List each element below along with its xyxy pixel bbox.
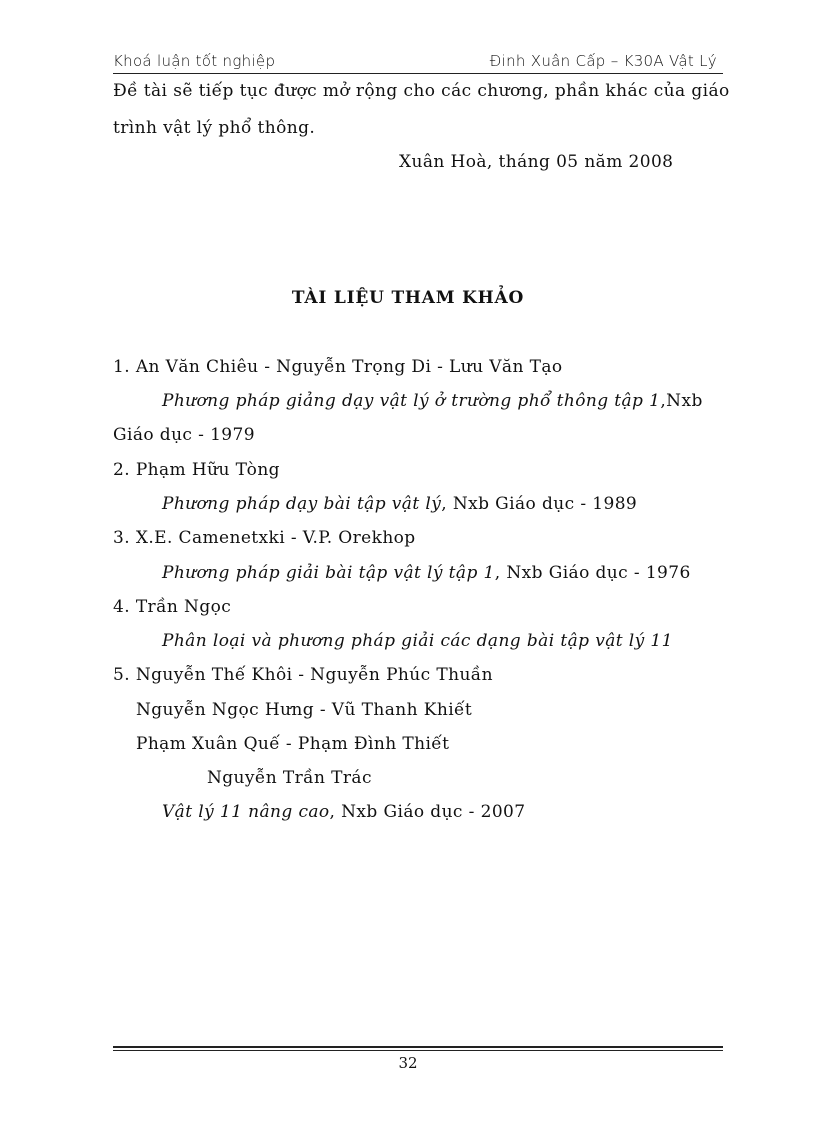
intro-paragraph-line-2: trình vật lý phổ thông. [113,118,316,138]
reference-1-publisher-part: ,Nxb [660,391,703,411]
reference-2-work-line [162,494,637,514]
reference-4-authors: 4. Trần Ngọc [113,597,232,617]
place-date: Xuân Hoà, tháng 05 năm 2008 [399,152,674,172]
reference-3-work-line [162,563,691,583]
reference-5-authors-line-4: Nguyễn Trần Trác [207,768,372,788]
reference-2-title: Phương pháp dạy bài tập vật lý [162,494,442,514]
header-rule [113,73,723,74]
reference-5-authors: 5. Nguyễn Thế Khôi - Nguyễn Phúc Thuần [113,665,493,685]
page-header [113,52,723,74]
footer-rule-thin [113,1050,723,1051]
reference-5-authors-line-2: Nguyễn Ngọc Hưng - Vũ Thanh Khiết [136,700,473,720]
reference-1-work-line [162,391,723,411]
reference-3-title: Phương pháp giải bài tập vật lý tập 1 [162,563,495,583]
reference-5-authors-line-3: Phạm Xuân Quế - Phạm Đình Thiết [136,734,450,754]
reference-5-work-line [162,802,525,822]
header-left-text: Khoá luận tốt nghiệp [113,52,276,70]
reference-1-title: Phương pháp giảng dạy vật lý ở trường phổ thông tập 1 [162,391,661,411]
reference-3-publisher: , Nxb Giáo dục - 1976 [494,563,691,583]
reference-1-publisher: Giáo dục - 1979 [113,425,255,445]
reference-4-title: Phân loại và phương pháp giải các dạng bài tập vật lý 11 [162,631,673,651]
reference-1-authors: 1. An Văn Chiêu - Nguyễn Trọng Di - Lưu Văn Tạo [113,357,563,377]
reference-5-title: Vật lý 11 nâng cao [162,802,330,822]
references-title: TÀI LIỆU THAM KHẢO [291,288,525,308]
footer-rule-thick [113,1046,723,1048]
page-number: 32 [398,1054,418,1072]
reference-2-authors: 2. Phạm Hữu Tòng [113,460,280,480]
reference-3-authors: 3. X.E. Camenetxki - V.P. Orekhop [113,528,416,548]
header-right-text: Đinh Xuân Cấp – K30A Vật Lý [489,52,717,70]
reference-5-publisher: , Nxb Giáo dục - 2007 [329,802,526,822]
intro-paragraph-line-1: Đề tài sẽ tiếp tục được mở rộng cho các chương, phần khác của giáo [113,81,730,101]
reference-2-publisher: , Nxb Giáo dục - 1989 [441,494,638,514]
